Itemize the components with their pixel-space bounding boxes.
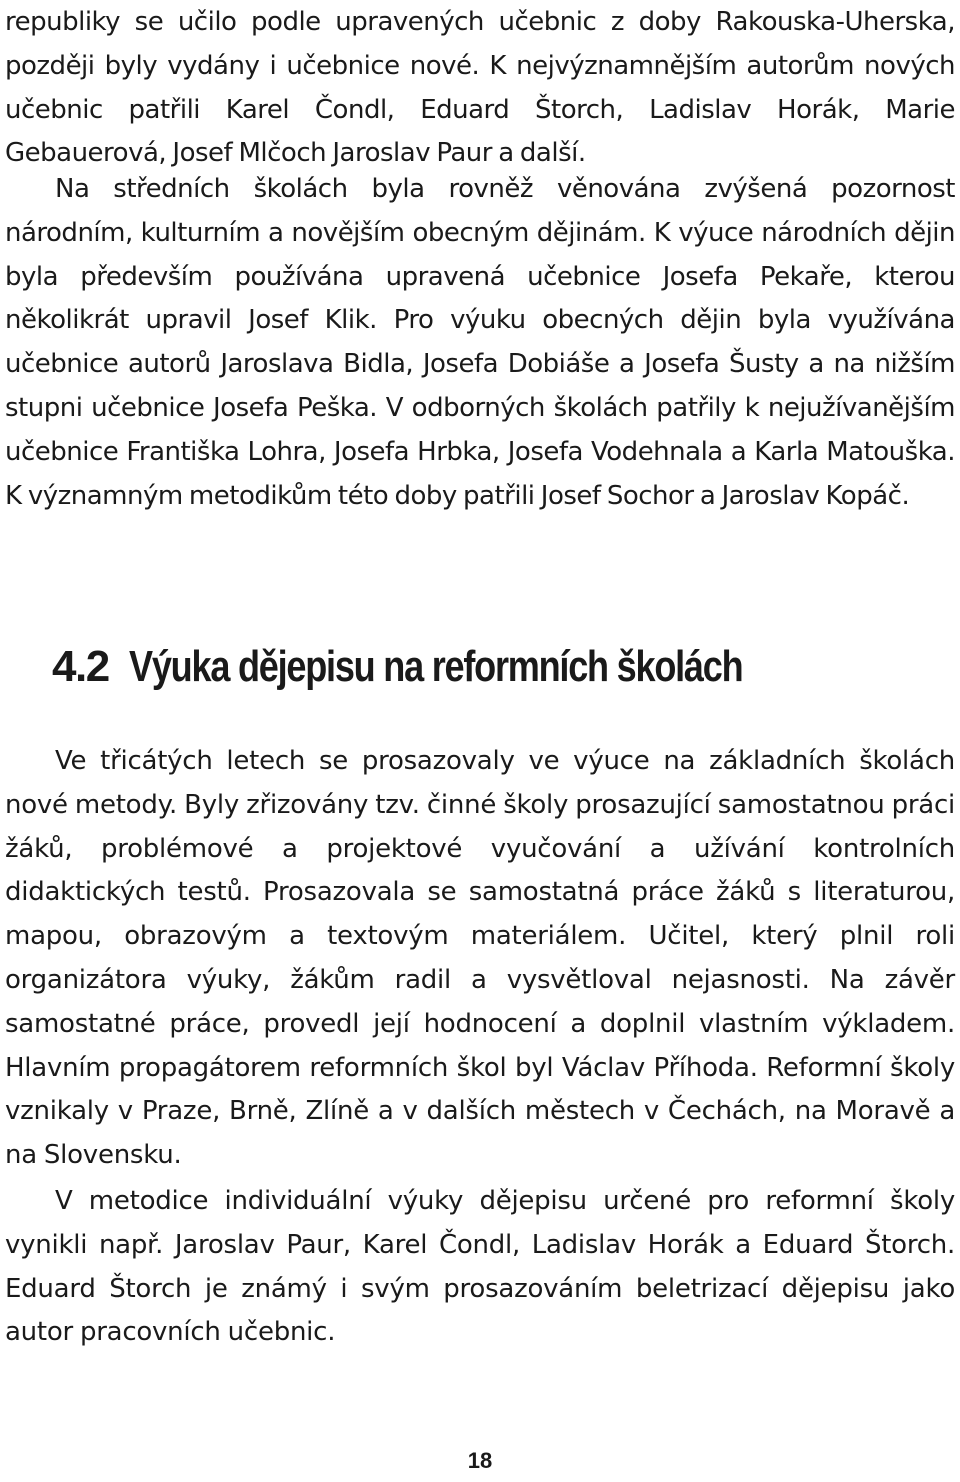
section-title: Výuka dějepisu na reformních školách <box>128 642 743 691</box>
body-paragraph-3: Ve třicátých letech se prosazovaly ve výuce na základních školách nové metody. Byly zřizovány tzv. činné školy prosazující samostatnou práci žáků, problémové a projektové vyučování a užívání kontrolních didaktických testů. Prosazovala se samostatná práce žáků s literaturou, mapou, obrazovým a textovým materiálem. Učitel, který plnil roli organizátora výuky, žákům radil a vysvětloval nejasnosti. Na závěr samostatné práce, provedl její hodnocení a doplnil vlastním výkladem. Hlavním propagátorem reformních škol byl Václav Příhoda. Reformní školy vznikaly v Praze, Brně, Zlíně a v dalších městech v Čechách, na Moravě a na Slovensku. <box>5 746 955 1171</box>
body-paragraph-1: republiky se učilo podle upravených učebnic z doby Rakouska-Uherska, později byly vydány i učebnice nové. K nejvýznamnějším autorům nových učebnic patřili Karel Čondl, Eduard Štorch, Ladislav Horák, Marie Gebauerová, Josef Mlčoch Jaroslav Paur a další. <box>5 7 955 169</box>
section-heading <box>52 632 877 702</box>
page-number: 18 <box>467 1448 493 1473</box>
body-paragraph-2: Na středních školách byla rovněž věnována zvýšená pozornost národním, kulturním a novějším obecným dějinám. K výuce národních dějin byla především používána upravená učebnice Josefa Pekaře, kterou několikrát upravil Josef Klik. Pro výuku obecných dějin byla využívána učebnice autorů Jaroslava Bidla, Josefa Dobiáše a Josefa Šusty a na nižším stupni učebnice Josefa Peška. V odborných školách patřily k nejužívanějším učebnice Františka Lohra, Josefa Hrbka, Josefa Vodehnala a Karla Matouška. K významným metodikům této doby patřili Josef Sochor a Jaroslav Kopáč. <box>5 174 955 511</box>
section-number: 4.2 <box>52 642 109 691</box>
body-paragraph-4: V metodice individuální výuky dějepisu určené pro reformní školy vynikli např. Jaroslav Paur, Karel Čondl, Ladislav Horák a Eduard Štorch. Eduard Štorch je známý i svým prosazováním beletrizací dějepisu jako autor pracovních učebnic. <box>5 1186 955 1348</box>
